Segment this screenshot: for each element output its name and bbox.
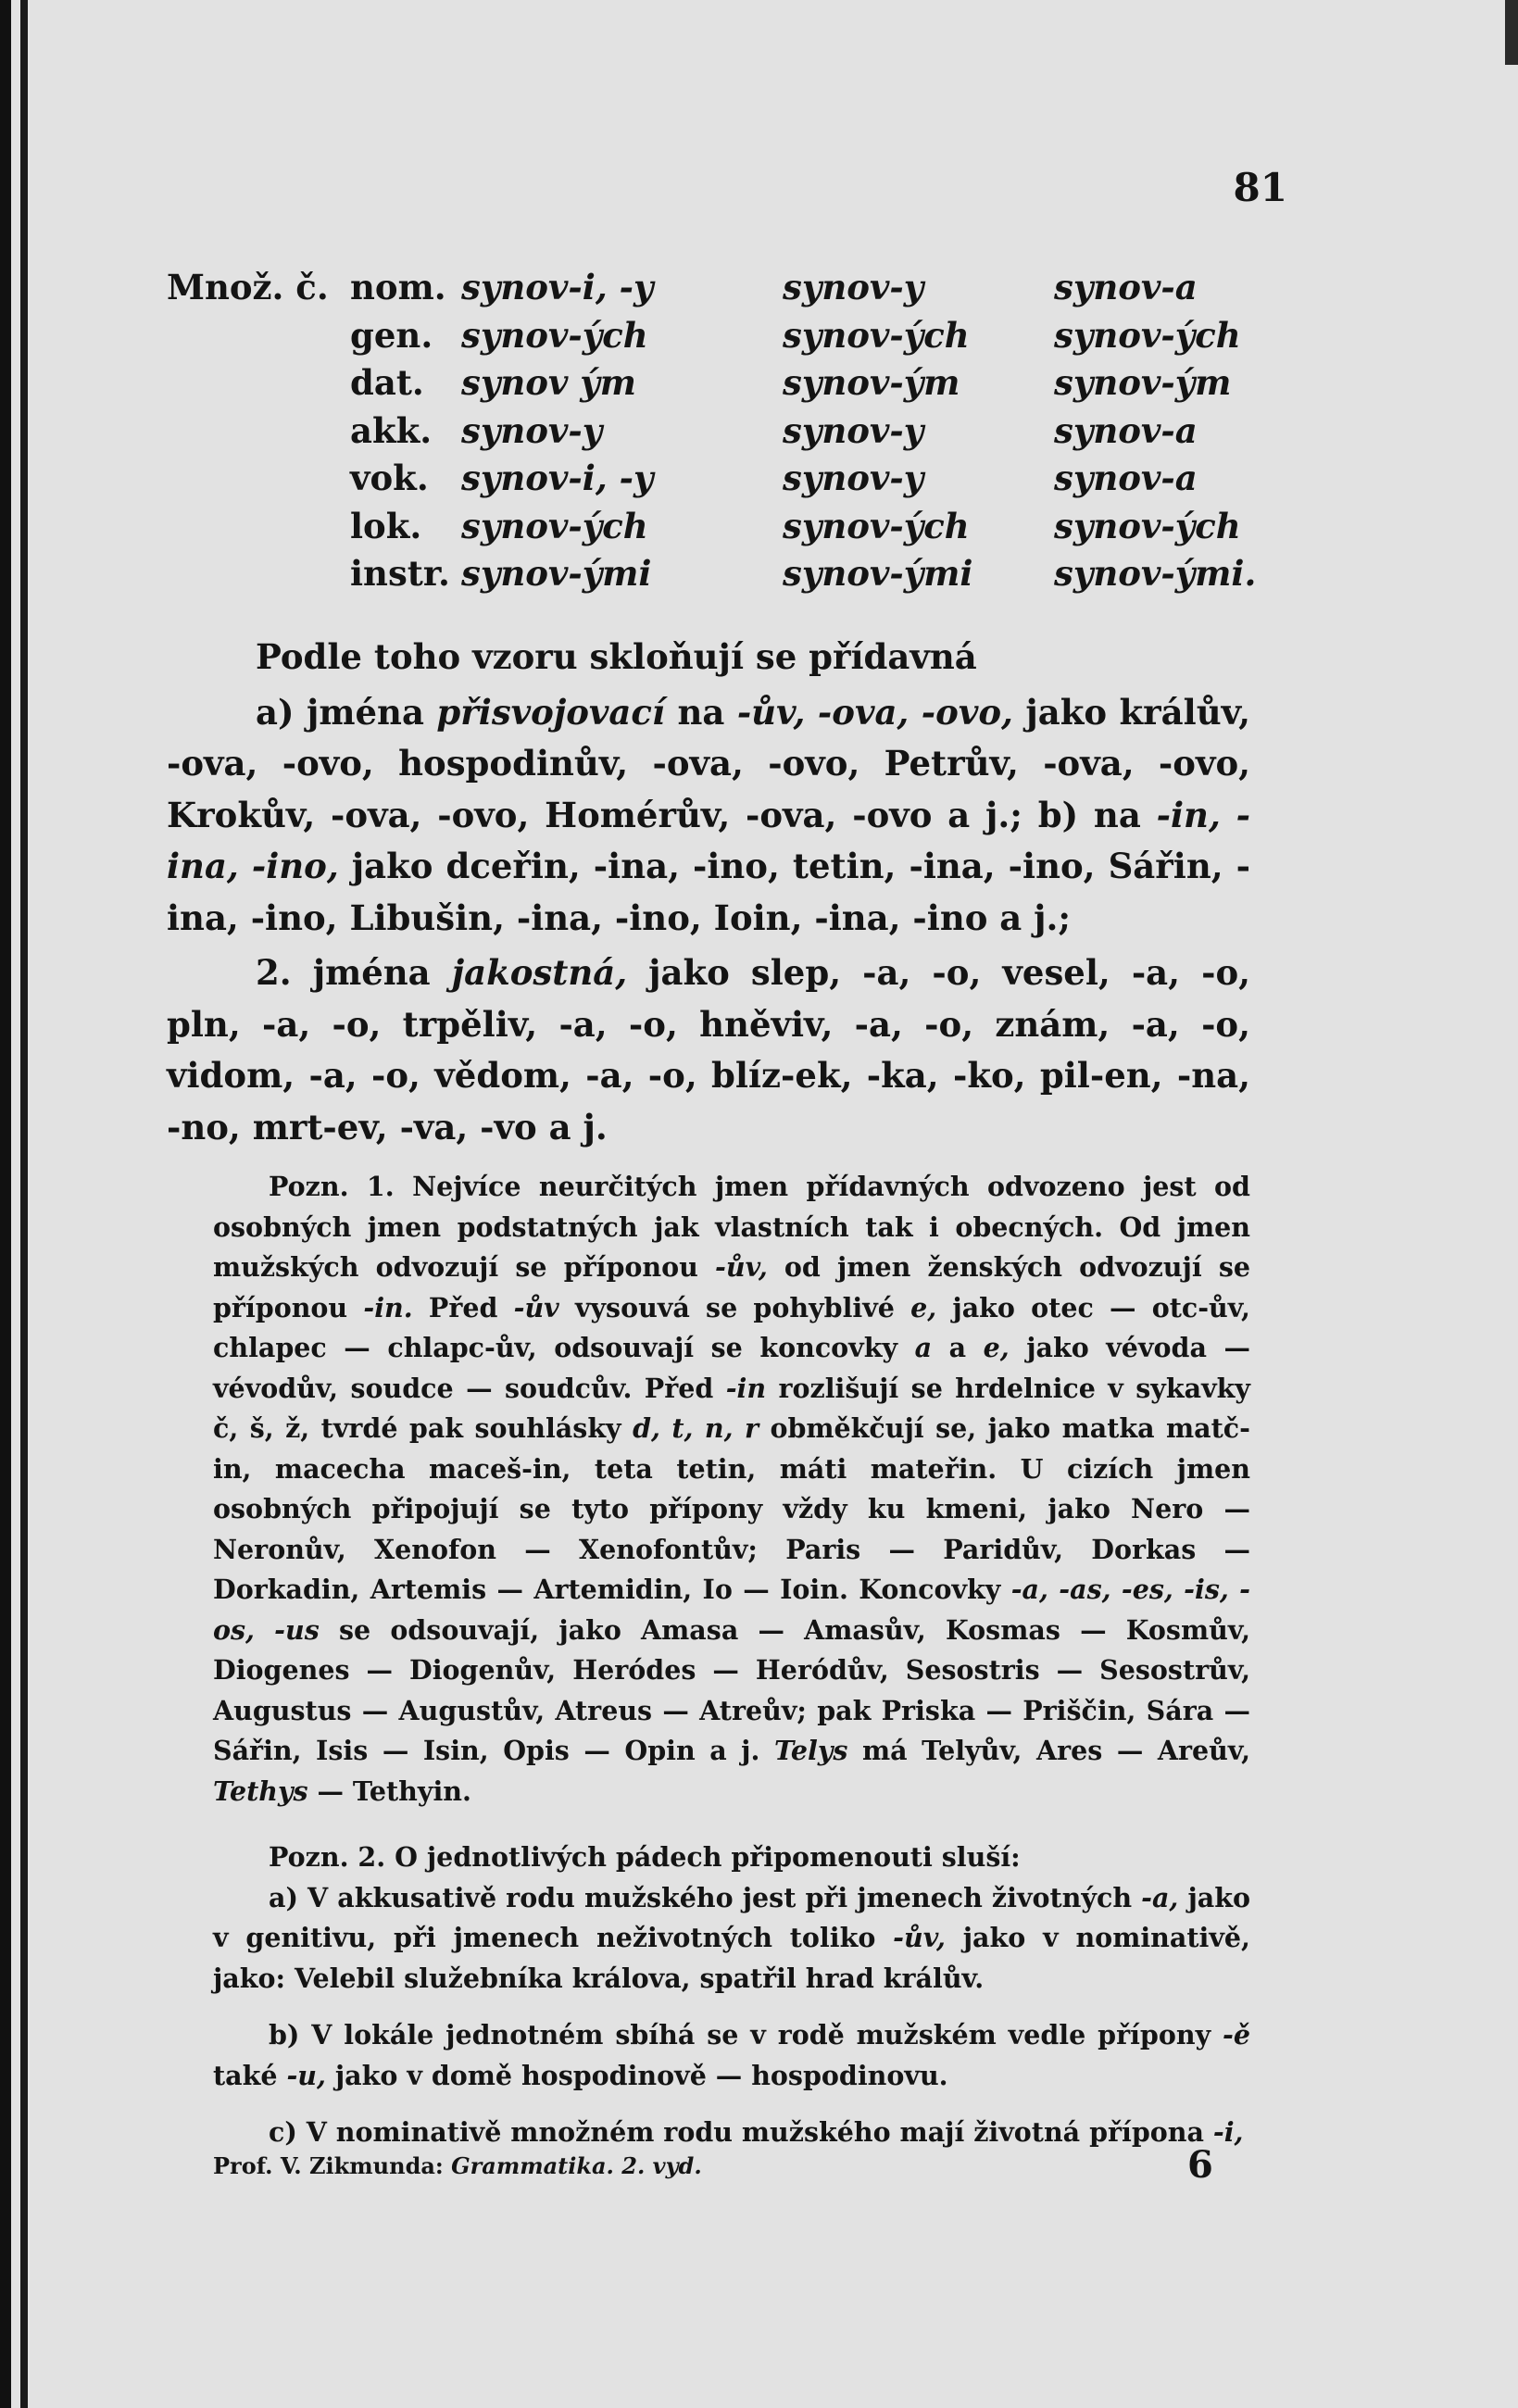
form-col2: synov-y (783, 409, 924, 451)
note-2c: c) V nominativě množném rodu mužského mají životná přípona -i, (269, 2116, 1244, 2148)
form-col3: synov-a (1054, 458, 1198, 498)
case-label: dat. (350, 362, 424, 403)
book-page (167, 0, 1287, 2408)
page-number: 81 (1233, 165, 1287, 210)
declension-row (167, 408, 1260, 456)
form-col2: synov-y (783, 458, 924, 498)
page-footer (213, 2143, 1250, 2193)
paragraph-qualitative: 2. jména jakostná, jako slep, -a, -o, vesel, -a, -o, pln, -a, -o, trpěliv, -a, -o, hněviv, -a, -o, znám, -a, -o, vidom, -a, -o, vědom, -a, -o, blíz-ek, -ka, -ko, pil-en, -na, -no, mrt-ev, -va, -vo a j. (167, 952, 1251, 1148)
form-col3: synov-a (1054, 267, 1198, 307)
form-col1: synov-y (461, 409, 603, 451)
form-col2: synov-ých (783, 314, 970, 356)
form-col1: synov ým (461, 362, 636, 403)
note-2: Pozn. 2. O jednotlivých pádech připomenouti sluší: (269, 1841, 1021, 1873)
note-2b: b) V lokále jednotném sbíhá se v rodě mužském vedle přípony -ě také -u, jako v domě hospodinově — hospodinovu. (213, 2019, 1250, 2091)
source-line: Prof. V. Zikmunda: Grammatika. 2. vyd. (213, 2152, 702, 2179)
main-text (167, 632, 1250, 1153)
form-col1: synov-ých (461, 314, 648, 356)
form-col3: synov-a (1054, 409, 1198, 451)
form-col3: synov-ých (1054, 314, 1241, 356)
declension-row (167, 359, 1260, 408)
number-label: Množ. č. (167, 267, 329, 307)
note-2a: a) V akkusativě rodu mužského jest při jmenech životných -a, jako v genitivu, při jmenech neživotných toliko -ův, jako v nominativě, jako: Velebil služebníka králova, spatřil hrad králův. (213, 1881, 1250, 1994)
case-label: nom. (350, 267, 446, 307)
declension-row (167, 550, 1260, 598)
signature-mark: 6 (1187, 2143, 1213, 2187)
declension-row (167, 312, 1260, 360)
scan-corner-shadow (1505, 0, 1518, 65)
note-1: Pozn. 1. Nejvíce neurčitých jmen přídavných odvozeno jest od osobných jmen podstatných jak vlastních tak i obecných. Od jmen mužských odvozují se příponou -ův, od jmen ženských odvozují se příponou -in. Před -ův vysouvá se pohyblivé e, jako otec — otc-ův, chlapec — chlapc-ův, odsouvají se koncovky a a e, jako vévoda — vévodův, soudce — soudcův. Před -in rozlišují se hrdelnice v sykavky č, š, ž, tvrdé pak souhlásky d, t, n, r obměkčují se, jako matka matč-in, macecha maceš-in, teta tetin, máti mateřin. U cizích jmen osobných připojují se tyto přípony vždy ku kmeni, jako Nero — Neronův, Xenofon — Xenofontův; Paris — Paridův, Dorkas — Dorkadin, Artemis — Artemidin, Io — Ioin. Koncovky -a, -as, -es, -is, -os, -us se odsouvají, jako Amasa — Amasův, Kosmas — Kosmův, Diogenes — Diogenův, Heródes — Heródův, Sesostris — Sesostrův, Augustus — Augustův, Atreus — Atreův; pak Priska — Priščin, Sára — Sářin, Isis — Isin, Opis — Opin a j. Telys má Telyův, Ares — Areův, Tethys — Tethyin. (213, 1171, 1251, 1807)
declension-row (167, 455, 1260, 503)
case-label: akk. (350, 409, 433, 451)
book-spine-edge-inner (20, 0, 28, 2408)
paragraph-possessive: a) jména přisvojovací na -ův, -ova, -ovo, jako králův, -ova, -ovo, hospodinův, -ova, -ovo, Petrův, -ova, -ovo, Krokův, -ova, -ovo, Homérův, -ova, -ovo a j.; b) na -in, -ina, -ino, jako dceřin, -ina, -ino, tetin, -ina, -ino, Sářin, -ina, -ino, Libušin, -ina, -ino, Ioin, -ina, -ino a j.; (167, 691, 1250, 938)
declension-table (167, 264, 1260, 598)
case-label: lok. (350, 505, 422, 546)
case-label: instr. (350, 553, 450, 594)
footnotes (213, 1167, 1250, 2153)
form-col3: synov-ým (1054, 362, 1232, 403)
form-col1: synov-i, -y (461, 458, 654, 498)
form-col2: synov-ými (783, 553, 973, 594)
intro-line: Podle toho vzoru skloňují se přídavná (256, 636, 977, 677)
declension-row (167, 264, 1260, 312)
form-col2: synov-ých (783, 505, 970, 546)
case-label: gen. (350, 314, 433, 356)
case-label: vok. (350, 458, 429, 498)
form-col1: synov-ými (461, 553, 652, 594)
form-col3: synov-ými. (1054, 553, 1257, 594)
declension-row (167, 503, 1260, 551)
form-col1: synov-ých (461, 505, 648, 546)
form-col1: synov-i, -y (461, 267, 654, 307)
form-col3: synov-ých (1054, 505, 1241, 546)
form-col2: synov-ým (783, 362, 960, 403)
book-spine-edge (0, 0, 11, 2408)
form-col2: synov-y (783, 267, 924, 307)
